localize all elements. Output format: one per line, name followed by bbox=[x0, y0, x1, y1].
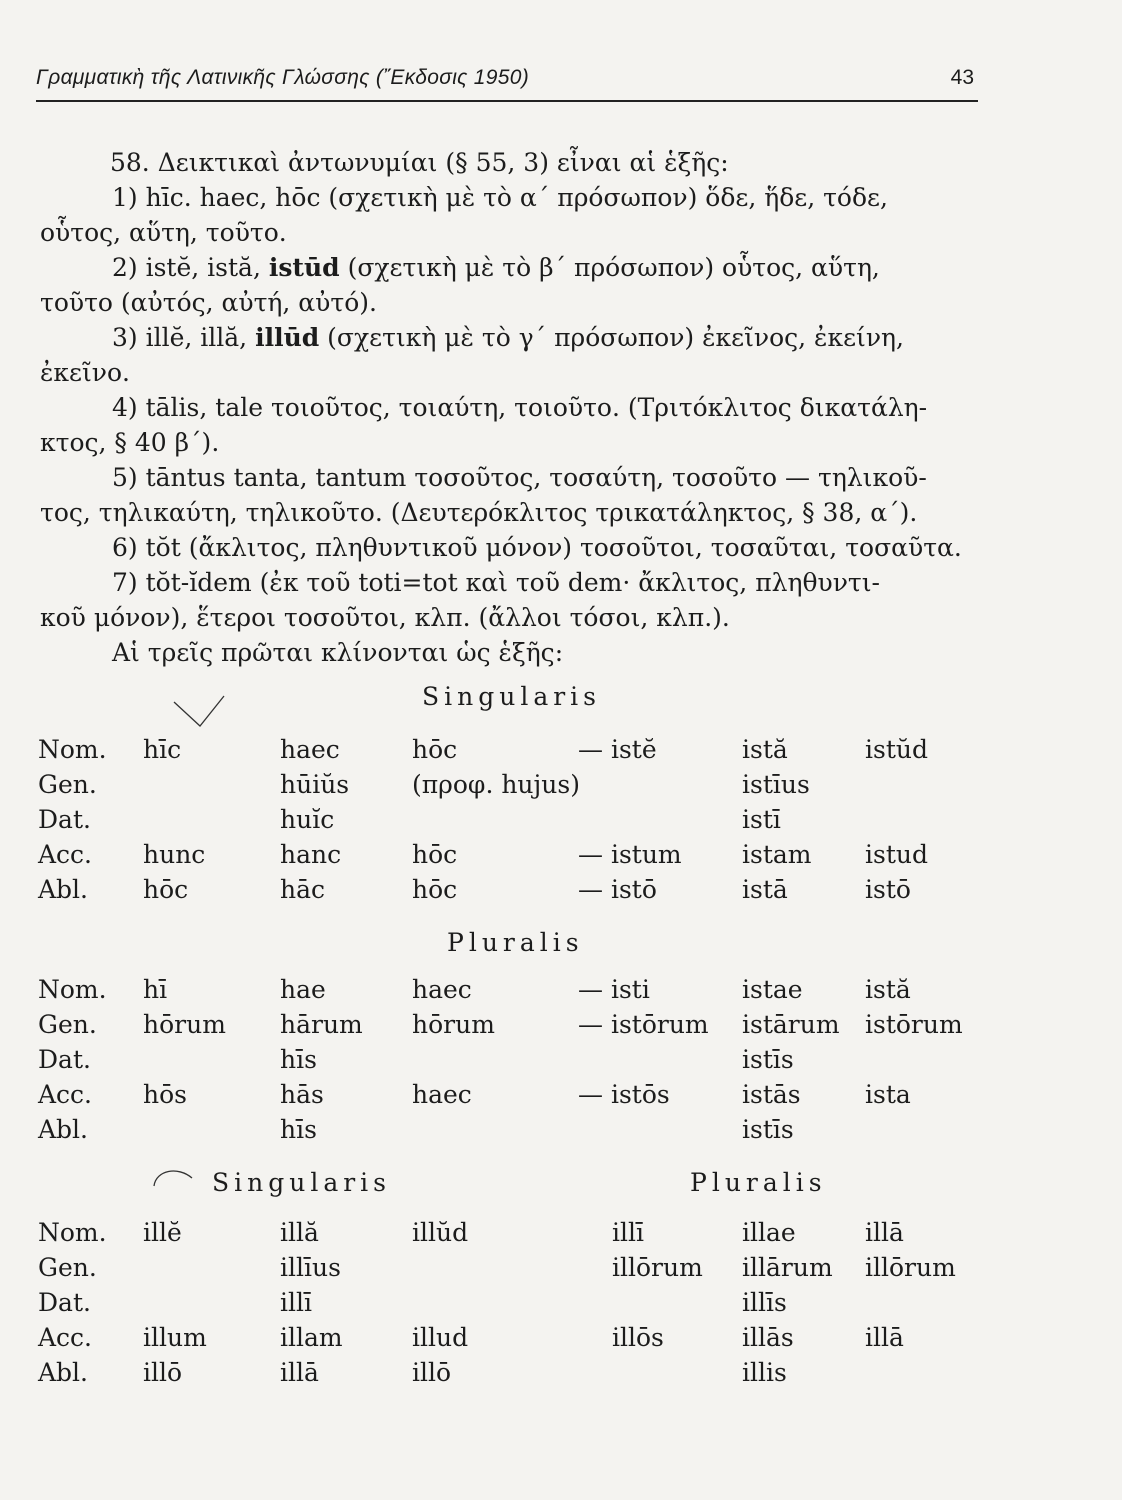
table-row bbox=[0, 1323, 1122, 1357]
text-segment: illūd bbox=[255, 323, 320, 352]
case-label: Abl. bbox=[38, 1115, 88, 1144]
table-row bbox=[0, 1010, 1122, 1044]
table-row bbox=[0, 1080, 1122, 1114]
table-row bbox=[0, 875, 1122, 909]
case-label: Nom. bbox=[38, 1218, 107, 1247]
form-cell: hōc bbox=[412, 735, 458, 764]
case-label: Dat. bbox=[38, 805, 91, 834]
form-cell: illī bbox=[612, 1218, 644, 1247]
form-cell: illōs bbox=[612, 1323, 664, 1352]
text-segment: (σχετικὴ μὲ τὸ β΄ πρόσωπον) οὗτος, αὕτη, bbox=[339, 253, 880, 282]
case-label: Abl. bbox=[38, 1358, 88, 1387]
form-cell: hī bbox=[143, 975, 168, 1004]
paragraph-2-line-1 bbox=[112, 180, 1052, 215]
paragraph-4-line-2 bbox=[40, 355, 980, 390]
paragraph-6-line-1 bbox=[112, 460, 1052, 495]
text-segment: οὗτος, αὕτη, τοῦτο. bbox=[40, 218, 287, 247]
form-cell: hōrum bbox=[143, 1010, 226, 1039]
form-cell: istīs bbox=[742, 1115, 794, 1144]
form-cell: hae bbox=[280, 975, 326, 1004]
form-cell: — istĕ bbox=[578, 735, 657, 764]
form-cell: hunc bbox=[143, 840, 206, 869]
form-cell: ista bbox=[865, 1080, 911, 1109]
form-cell: istā bbox=[742, 875, 788, 904]
case-label: Acc. bbox=[38, 1323, 93, 1352]
paragraph-5-line-1 bbox=[112, 390, 1052, 425]
form-cell: illae bbox=[742, 1218, 796, 1247]
paragraph-5-line-2 bbox=[40, 425, 980, 460]
form-cell: (προφ. hujus) bbox=[412, 770, 580, 799]
text-segment: 1) hīc. haec, hōc (σχετικὴ μὲ τὸ α΄ πρόσωπον) ὅδε, ἥδε, τόδε, bbox=[112, 183, 888, 212]
form-cell: hīs bbox=[280, 1115, 317, 1144]
form-cell: hārum bbox=[280, 1010, 363, 1039]
form-cell: illōrum bbox=[612, 1253, 703, 1282]
form-cell: illārum bbox=[742, 1253, 833, 1282]
form-cell: illud bbox=[412, 1323, 469, 1352]
text-segment: 4) tālis, tale τοιοῦτος, τοιαύτη, τοιοῦτο. (Τριτόκλιτος δικατάλη- bbox=[112, 393, 928, 422]
form-cell: istō bbox=[865, 875, 911, 904]
table-row bbox=[0, 1218, 1122, 1252]
form-cell: — istō bbox=[578, 875, 657, 904]
form-cell: istud bbox=[865, 840, 928, 869]
paragraph-4-line-1 bbox=[112, 320, 1052, 355]
text-segment: 2) istĕ, istă, bbox=[112, 253, 269, 282]
form-cell: istă bbox=[742, 735, 788, 764]
form-cell: — istum bbox=[578, 840, 682, 869]
text-segment: κτος, § 40 β΄). bbox=[40, 428, 220, 457]
form-cell: istīs bbox=[742, 1045, 794, 1074]
form-cell: illō bbox=[143, 1358, 183, 1387]
table-row bbox=[0, 1045, 1122, 1079]
form-cell: hās bbox=[280, 1080, 324, 1109]
form-cell: hāc bbox=[280, 875, 326, 904]
table-row bbox=[0, 805, 1122, 839]
case-label: Dat. bbox=[38, 1288, 91, 1317]
form-cell: illī bbox=[280, 1288, 312, 1317]
case-label: Dat. bbox=[38, 1045, 91, 1074]
form-cell: illam bbox=[280, 1323, 343, 1352]
form-cell: illă bbox=[280, 1218, 319, 1247]
case-label: Nom. bbox=[38, 735, 107, 764]
form-cell: hōc bbox=[143, 875, 189, 904]
text-segment: Αἱ τρεῖς πρῶται κλίνονται ὡς ἑξῆς: bbox=[112, 638, 564, 667]
form-cell: haec bbox=[412, 1080, 472, 1109]
form-cell: illīs bbox=[742, 1288, 787, 1317]
table-row bbox=[0, 1253, 1122, 1287]
form-cell: istīus bbox=[742, 770, 810, 799]
paragraph-6-line-2 bbox=[40, 495, 980, 530]
table-row bbox=[0, 1115, 1122, 1149]
form-cell: hōrum bbox=[412, 1010, 495, 1039]
form-cell: istī bbox=[742, 805, 781, 834]
section-title-pluralis: Pluralis bbox=[447, 928, 584, 957]
paragraph-1-line-1 bbox=[110, 145, 1050, 180]
section-title-singularis-ille: Singularis bbox=[212, 1168, 392, 1197]
case-label: Gen. bbox=[38, 1010, 97, 1039]
form-cell: haec bbox=[412, 975, 472, 1004]
form-cell: illōrum bbox=[865, 1253, 956, 1282]
section-title-pluralis-ille: Pluralis bbox=[690, 1168, 827, 1197]
text-segment: (σχετικὴ μὲ τὸ γ΄ πρόσωπον) ἐκεῖνος, ἐκείνη, bbox=[319, 323, 904, 352]
text-segment: κοῦ μόνον), ἕτεροι τοσοῦτοι, κλπ. (ἄλλοι τόσοι, κλπ.). bbox=[40, 603, 730, 632]
form-cell: istŭd bbox=[865, 735, 928, 764]
text-segment: 5) tāntus tanta, tantum τοσοῦτος, τοσαύτη, τοσοῦτο — τηλικοῦ- bbox=[112, 463, 927, 492]
form-cell: illis bbox=[742, 1358, 787, 1387]
paragraph-8-line-1 bbox=[112, 565, 1052, 600]
paragraph-9-line-1 bbox=[112, 635, 1052, 670]
handwritten-hook-mark bbox=[148, 1164, 198, 1194]
case-label: Acc. bbox=[38, 840, 93, 869]
case-label: Gen. bbox=[38, 1253, 97, 1282]
paragraph-7-line-1 bbox=[112, 530, 1052, 565]
form-cell: illŭd bbox=[412, 1218, 469, 1247]
text-segment: 7) tŏt-ĭdem (ἐκ τοῦ toti=tot καὶ τοῦ dem· ἄκλιτος, πληθυντι- bbox=[112, 568, 880, 597]
table-row bbox=[0, 1288, 1122, 1322]
form-cell: haec bbox=[280, 735, 340, 764]
form-cell: illō bbox=[412, 1358, 452, 1387]
form-cell: illās bbox=[742, 1323, 794, 1352]
form-cell: illā bbox=[865, 1218, 904, 1247]
form-cell: istās bbox=[742, 1080, 801, 1109]
form-cell: — isti bbox=[578, 975, 650, 1004]
case-label: Nom. bbox=[38, 975, 107, 1004]
form-cell: illĕ bbox=[143, 1218, 182, 1247]
text-segment: ἐκεῖνο. bbox=[40, 358, 130, 387]
handwritten-check-mark bbox=[170, 692, 230, 738]
form-cell: istă bbox=[865, 975, 911, 1004]
form-cell: hīs bbox=[280, 1045, 317, 1074]
table-row bbox=[0, 770, 1122, 804]
page-number: 43 bbox=[950, 66, 974, 89]
text-segment: τοῦτο (αὐτός, αὐτή, αὐτό). bbox=[40, 288, 377, 317]
table-row bbox=[0, 840, 1122, 874]
book-title: Γραμματικὴ τῆς Λατινικῆς Γλώσσης (῎Εκδοσις 1950) bbox=[36, 66, 530, 89]
paragraph-8-line-2 bbox=[40, 600, 980, 635]
text-segment: 6) tŏt (ἄκλιτος, πληθυντικοῦ μόνον) τοσοῦτοι, τοσαῦται, τοσαῦτα. bbox=[112, 533, 962, 562]
form-cell: huĭc bbox=[280, 805, 335, 834]
form-cell: hōc bbox=[412, 840, 458, 869]
section-title-singularis: Singularis bbox=[422, 682, 602, 711]
form-cell: — istōs bbox=[578, 1080, 670, 1109]
form-cell: istārum bbox=[742, 1010, 840, 1039]
form-cell: illum bbox=[143, 1323, 207, 1352]
text-segment: 3) illĕ, illă, bbox=[112, 323, 256, 352]
text-segment: 58. Δεικτικαὶ ἀντωνυμίαι (§ 55, 3) εἶναι αἱ ἑξῆς: bbox=[110, 148, 729, 177]
form-cell: illā bbox=[865, 1323, 904, 1352]
form-cell: hōs bbox=[143, 1080, 187, 1109]
form-cell: istōrum bbox=[865, 1010, 963, 1039]
running-header bbox=[36, 66, 978, 102]
form-cell: illā bbox=[280, 1358, 319, 1387]
paragraph-2-line-2 bbox=[40, 215, 980, 250]
case-label: Acc. bbox=[38, 1080, 93, 1109]
paragraph-3-line-2 bbox=[40, 285, 980, 320]
case-label: Gen. bbox=[38, 770, 97, 799]
form-cell: istae bbox=[742, 975, 803, 1004]
case-label: Abl. bbox=[38, 875, 88, 904]
form-cell: hanc bbox=[280, 840, 342, 869]
table-row bbox=[0, 735, 1122, 769]
form-cell: hūiŭs bbox=[280, 770, 350, 799]
form-cell: illīus bbox=[280, 1253, 341, 1282]
table-row bbox=[0, 975, 1122, 1009]
table-row bbox=[0, 1358, 1122, 1392]
form-cell: — istōrum bbox=[578, 1010, 709, 1039]
text-segment: istūd bbox=[268, 253, 340, 282]
paragraph-3-line-1 bbox=[112, 250, 1052, 285]
text-segment: τος, τηλικαύτη, τηλικοῦτο. (Δευτερόκλιτος τρικατάληκτος, § 38, α΄). bbox=[40, 498, 918, 527]
form-cell: hīc bbox=[143, 735, 182, 764]
form-cell: hōc bbox=[412, 875, 458, 904]
form-cell: istam bbox=[742, 840, 812, 869]
